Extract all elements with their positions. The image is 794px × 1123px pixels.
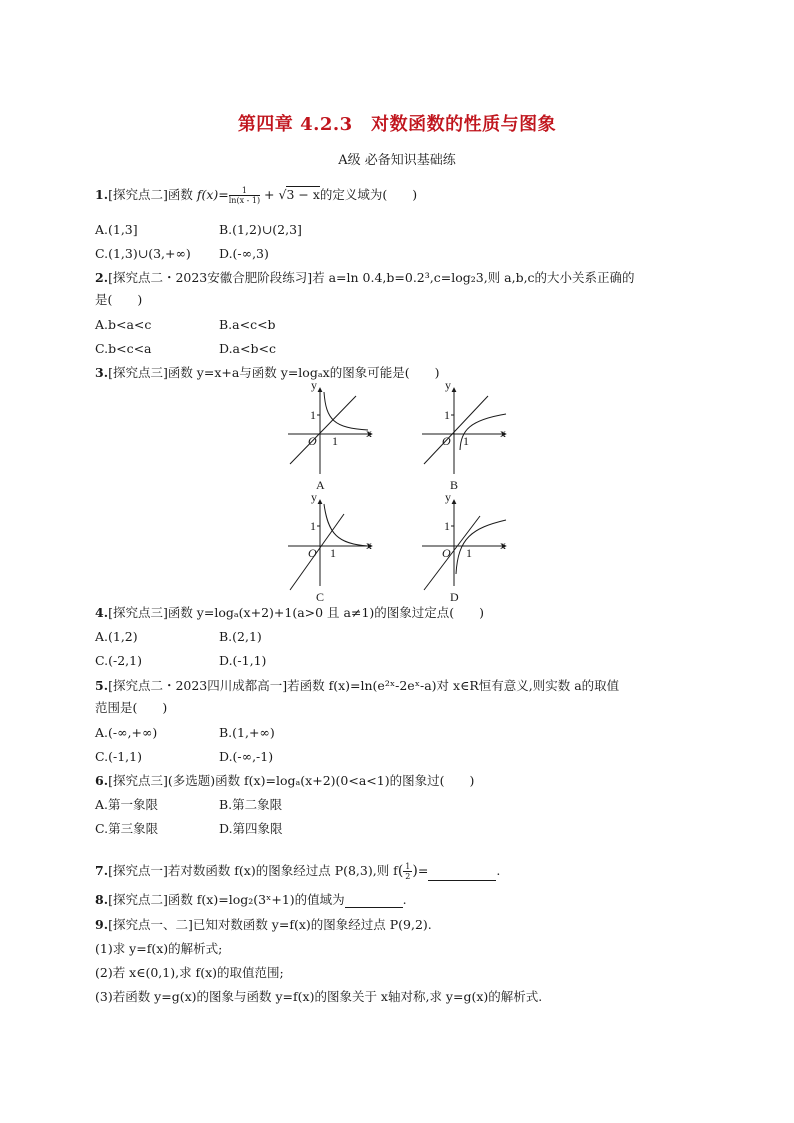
option-d: D.a<b<c xyxy=(219,341,276,356)
question-number: 7. xyxy=(95,863,109,878)
option-c: C.第三象限 xyxy=(95,821,159,836)
option-b: B.(1,+∞) xyxy=(219,725,275,740)
question-9-part-1: (1)求 y=f(x)的解析式; xyxy=(95,941,223,956)
question-number: 8. xyxy=(95,892,109,907)
sqrt-icon: √ xyxy=(278,187,287,202)
question-2-cont: 是( ) xyxy=(95,292,143,307)
tick-x-1: 1 xyxy=(463,434,469,448)
tick-x-1: 1 xyxy=(330,546,336,560)
option-d: D.(-1,1) xyxy=(219,653,267,668)
question-number: 4. xyxy=(95,605,109,620)
x-axis-label: x xyxy=(366,426,372,440)
question-number: 2. xyxy=(95,270,109,285)
question-tag: [探究点二] xyxy=(108,187,168,202)
option-d: D.(-∞,3) xyxy=(219,246,269,261)
y-axis-label: y xyxy=(311,378,317,392)
graph-d xyxy=(422,500,506,590)
question-9: 9.[探究点一、二]已知对数函数 y=f(x)的图象经过点 P(9,2). xyxy=(95,917,432,932)
question-7: 7.[探究点一]若对数函数 f(x)的图象经过点 P(8,3),则 f( $\frac{1}{2})=$ . xyxy=(95,862,501,881)
question-1: 1.[探究点二]函数 f(x)= $\frac{1}{\ln(x - 1)} + √3 - x$的定义域为( ) xyxy=(95,186,418,205)
tick-y-1: 1 xyxy=(444,408,450,422)
tick-x-1: 1 xyxy=(332,434,338,448)
origin-label: O xyxy=(308,546,317,560)
question-5: 5.[探究点二・2023四川成都高一]若函数 f(x)=ln(e²ˣ-2eˣ-a)对 x∈R恒有意义,则实数 a的取值 xyxy=(95,678,620,693)
question-9-part-3: (3)若函数 y=g(x)的图象与函数 y=f(x)的图象关于 x轴对称,求 y=g(x)的解析式. xyxy=(95,989,543,1004)
option-c: C.b<c<a xyxy=(95,341,152,356)
y-axis-label: y xyxy=(445,378,451,392)
x-axis-label: x xyxy=(500,538,506,552)
graph-label-a: A xyxy=(316,478,325,492)
page-title: 第四章 4.2.3 对数函数的性质与图象 xyxy=(237,114,557,135)
option-a: A.(1,2) xyxy=(95,629,138,644)
question-number: 1. xyxy=(95,187,109,202)
x-axis-label: x xyxy=(500,426,506,440)
option-c: C.(-2,1) xyxy=(95,653,142,668)
question-number: 9. xyxy=(95,917,109,932)
option-a: A.b<a<c xyxy=(95,317,152,332)
question-2: 2.[探究点二・2023安徽合肥阶段练习]若 a=ln 0.4,b=0.2³,c=log₂3,则 a,b,c的大小关系正确的 xyxy=(95,270,635,285)
y-axis-label: y xyxy=(445,490,451,504)
option-a: A.(1,3] xyxy=(95,222,138,237)
question-3: 3.[探究点三]函数 y=x+a与函数 y=logₐx的图象可能是( ) xyxy=(95,365,440,380)
option-d: D.第四象限 xyxy=(219,821,283,836)
graph-options xyxy=(280,378,520,606)
question-4: 4.[探究点三]函数 y=logₐ(x+2)+1(a>0 且 a≠1)的图象过定点( ) xyxy=(95,605,485,620)
answer-blank[interactable] xyxy=(345,907,403,908)
question-5-cont: 范围是( ) xyxy=(95,700,168,715)
option-b: B.第二象限 xyxy=(219,797,283,812)
tick-y-1: 1 xyxy=(310,408,316,422)
question-number: 3. xyxy=(95,365,109,380)
tick-y-1: 1 xyxy=(310,519,316,533)
answer-blank[interactable] xyxy=(428,880,496,881)
origin-label: O xyxy=(442,434,451,448)
question-number: 5. xyxy=(95,678,109,693)
option-a: A.(-∞,+∞) xyxy=(95,725,158,740)
origin-label: O xyxy=(308,434,317,448)
option-a: A.第一象限 xyxy=(95,797,159,812)
x-axis-label: x xyxy=(366,538,372,552)
section-subtitle: A级 必备知识基础练 xyxy=(338,153,456,168)
tick-x-1: 1 xyxy=(466,546,472,560)
origin-label: O xyxy=(442,546,451,560)
graph-c xyxy=(288,500,372,590)
question-number: 6. xyxy=(95,773,109,788)
graph-label-c: C xyxy=(316,590,325,604)
option-b: B.(1,2)∪(2,3] xyxy=(219,222,302,237)
option-b: B.(2,1) xyxy=(219,629,262,644)
graph-a xyxy=(288,388,372,474)
option-b: B.a<c<b xyxy=(219,317,276,332)
graph-label-d: D xyxy=(450,590,459,604)
question-6: 6.[探究点三](多选题)函数 f(x)=logₐ(x+2)(0<a<1)的图象过( ) xyxy=(95,773,475,788)
fraction: $\frac{1}{2}$ xyxy=(405,862,411,881)
graph-label-b: B xyxy=(450,478,459,492)
fraction: $\frac{1}{\ln(x - 1)}$ xyxy=(228,186,261,205)
option-c: C.(-1,1) xyxy=(95,749,142,764)
option-c: C.(1,3)∪(3,+∞) xyxy=(95,246,191,261)
tick-y-1: 1 xyxy=(444,519,450,533)
graph-b xyxy=(422,388,506,474)
option-d: D.(-∞,-1) xyxy=(219,749,274,764)
y-axis-label: y xyxy=(311,490,317,504)
question-8: 8.[探究点二]函数 f(x)=log₂(3ˣ+1)的值域为 . xyxy=(95,892,407,907)
question-9-part-2: (2)若 x∈(0,1),求 f(x)的取值范围; xyxy=(95,965,284,980)
